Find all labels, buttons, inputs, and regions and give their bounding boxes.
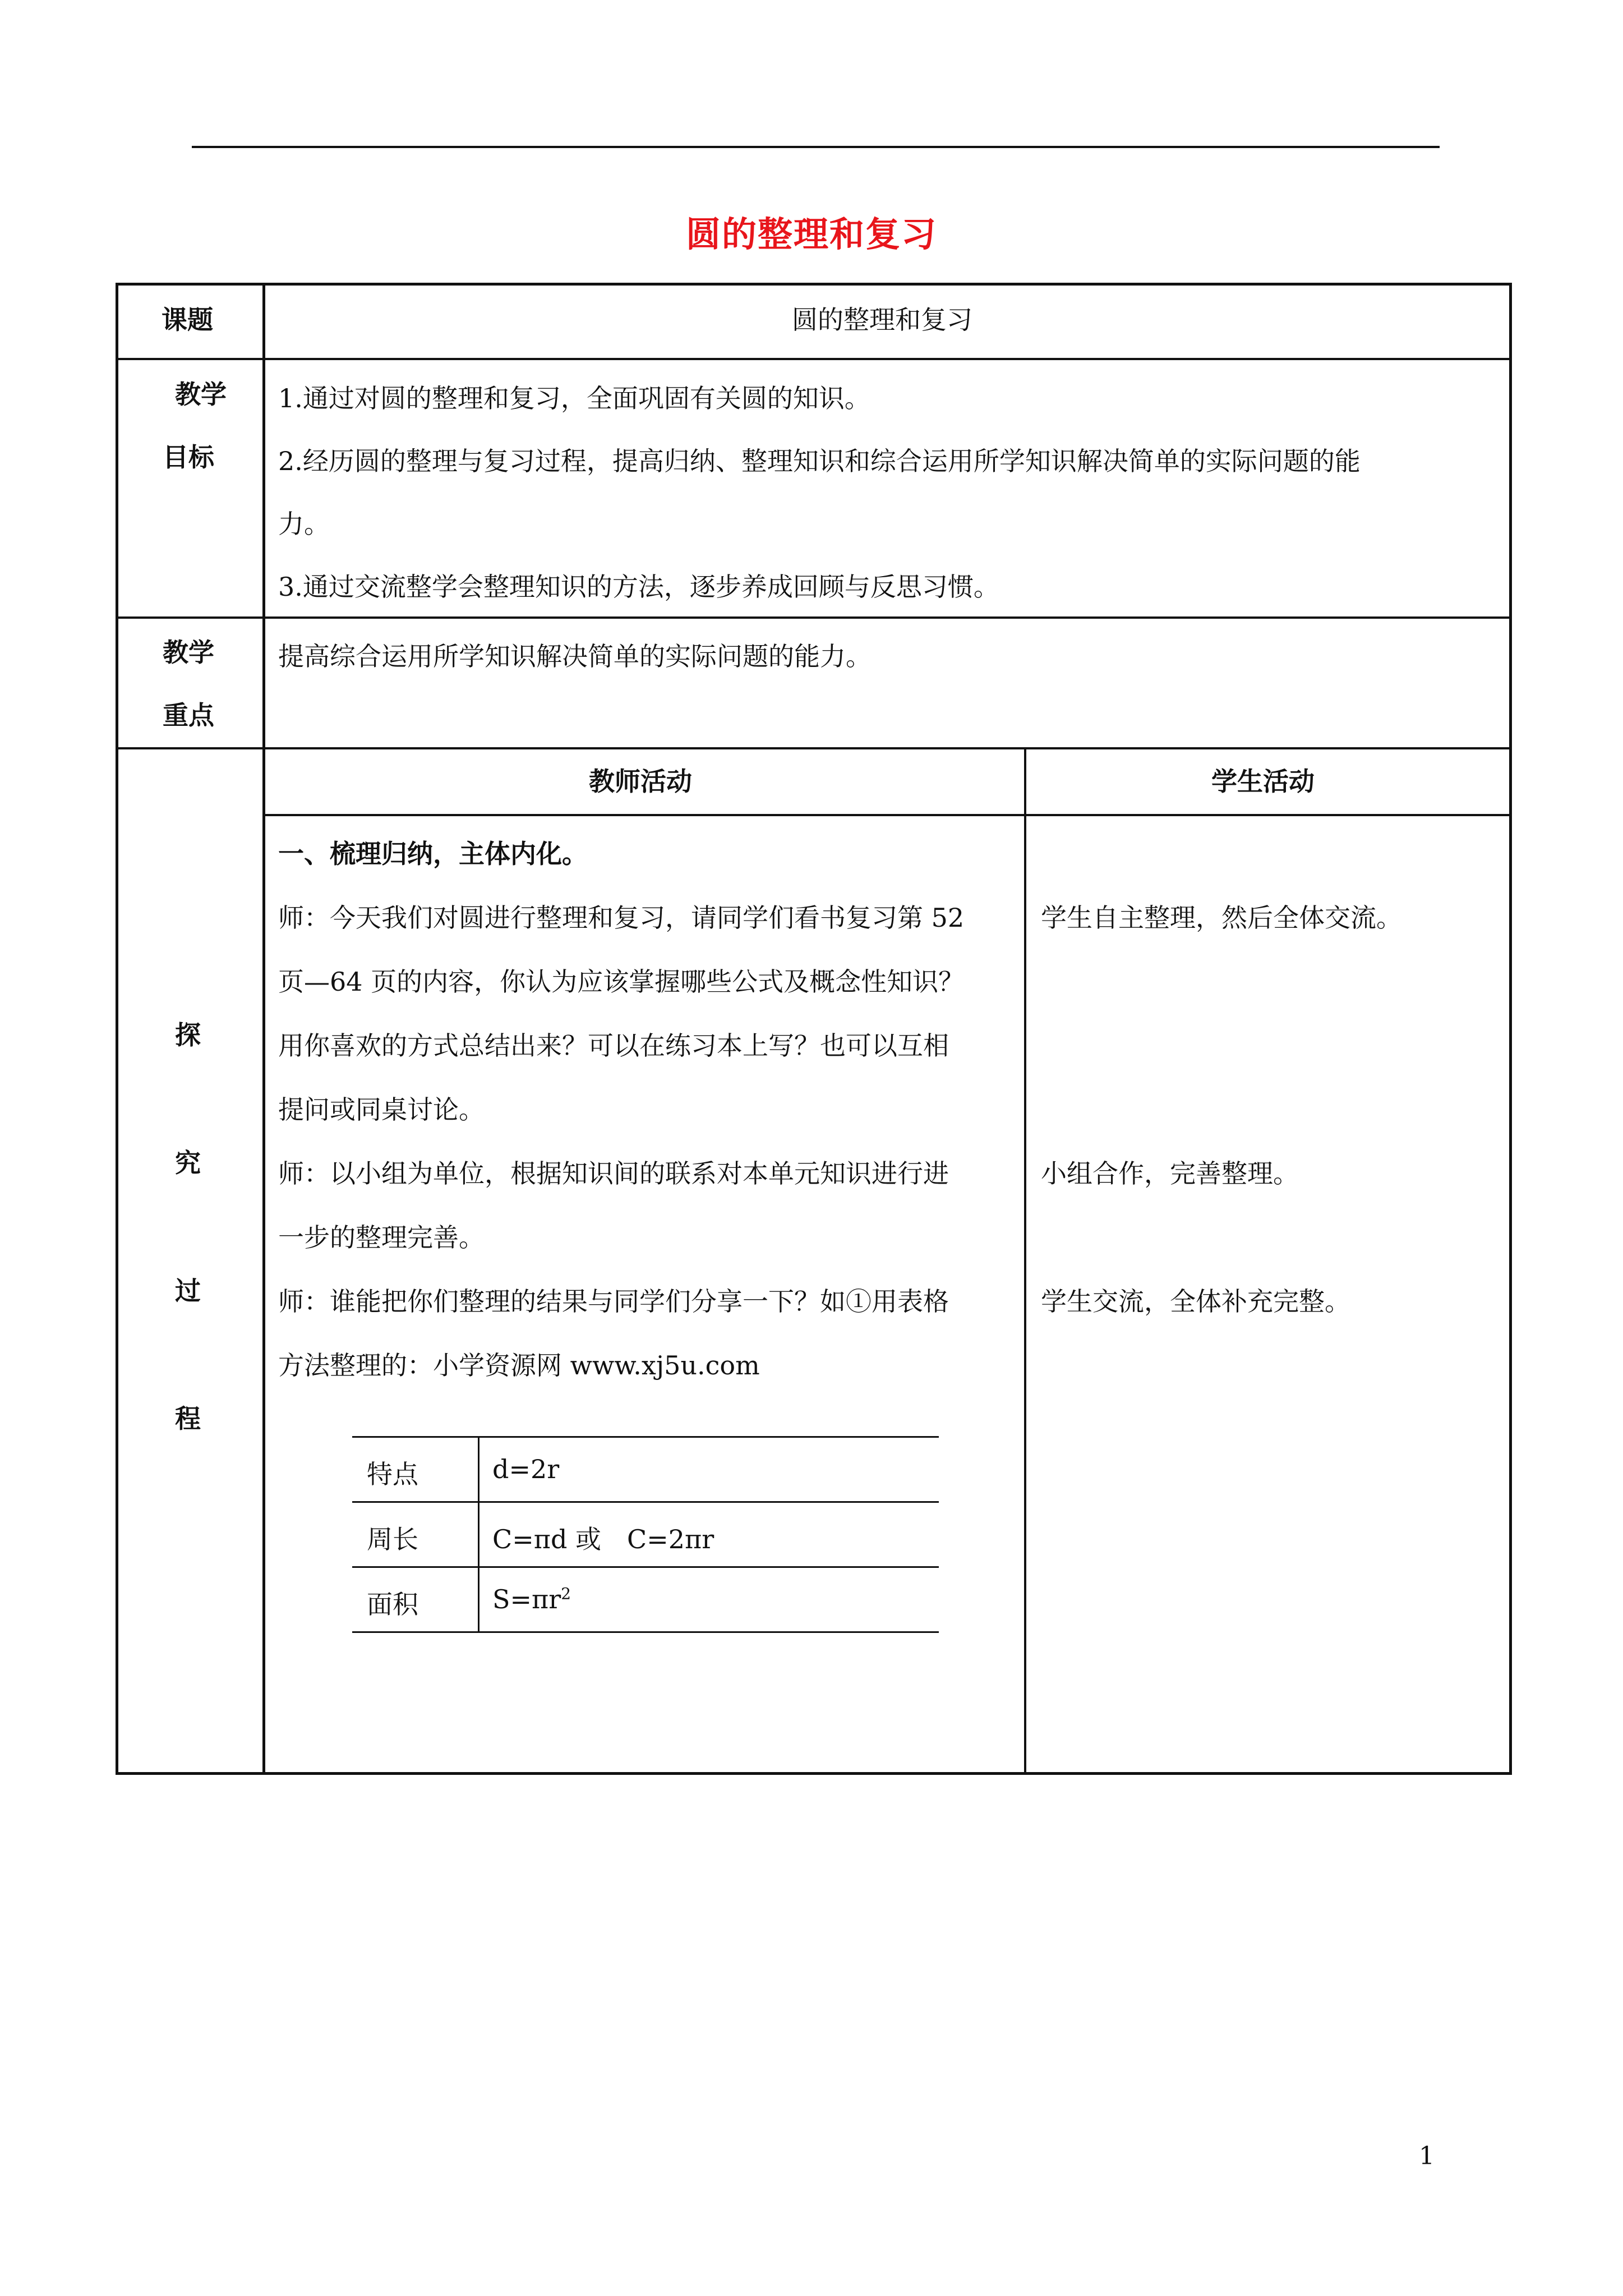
page-number: 1 [1419, 2142, 1435, 2170]
teacher-line-3: 用你喜欢的方式总结出来？可以在练习本上写？也可以互相 [278, 1030, 949, 1061]
row-divider-3 [116, 747, 1512, 749]
teacher-line-2: 页—64 页的内容，你认为应该掌握哪些公式及概念性知识？ [278, 967, 965, 997]
teacher-line-7: 师：谁能把你们整理的结果与同学们分享一下？如①用表格 [278, 1286, 949, 1317]
teacher-line-6: 一步的整理完善。 [278, 1222, 485, 1253]
row-divider-2 [116, 616, 1512, 619]
label-column-divider [262, 283, 265, 1775]
goal-item-2: 2.经历圆的整理与复习过程，提高归纳、整理知识和综合运用所学知识解决简单的实际问题的能 [278, 446, 1361, 476]
formula-row-3-name: 面积 [367, 1589, 418, 1619]
process-label-1: 探 [175, 1020, 201, 1050]
formula-row-2-name: 周长 [367, 1524, 418, 1554]
student-line-2: 小组合作，完善整理。 [1041, 1158, 1299, 1189]
focus-text: 提高综合运用所学知识解决简单的实际问题的能力。 [278, 641, 872, 671]
goal-item-3: 3.通过交流整学会整理知识的方法，逐步养成回顾与反思习惯。 [278, 572, 999, 602]
formula-row-1-name: 特点 [367, 1459, 418, 1489]
document-title: 圆的整理和复习 [685, 214, 937, 255]
goals-label-line-2: 目标 [163, 442, 214, 472]
formula-row-1-value: d=2r [492, 1454, 560, 1484]
formula-row-3-value: $S=\pi r^2$ [492, 1584, 571, 1614]
goal-item-1: 1.通过对圆的整理和复习，全面巩固有关圆的知识。 [278, 383, 870, 413]
formula-table-top-rule [352, 1436, 939, 1438]
student-activity-header: 学生活动 [1211, 766, 1315, 797]
topic-label: 课题 [162, 305, 213, 335]
activity-column-divider [1024, 748, 1026, 1775]
teacher-section-heading: 一、梳理归纳，主体内化。 [278, 839, 588, 869]
formula-table-rule-2 [352, 1566, 939, 1568]
process-label-4: 程 [175, 1404, 201, 1434]
goals-label-line-1: 教学 [175, 379, 227, 409]
teacher-line-8: 方法整理的：小学资源网 www.xj5u.com [278, 1350, 760, 1381]
teacher-line-1: 师：今天我们对圆进行整理和复习，请同学们看书复习第 52 [278, 903, 965, 933]
teacher-activity-header: 教师活动 [589, 766, 692, 797]
goal-item-2-continued: 力。 [278, 509, 330, 539]
teacher-line-4: 提问或同桌讨论。 [278, 1094, 485, 1125]
formula-table-rule-1 [352, 1501, 939, 1503]
student-line-3: 学生交流，全体补充完整。 [1041, 1286, 1350, 1317]
formula-table-column-divider [478, 1436, 479, 1633]
formula-row-2-value: C=πd 或 C=2πr [492, 1524, 714, 1554]
process-label-2: 究 [175, 1148, 201, 1178]
header-rule [192, 146, 1440, 148]
topic-value: 圆的整理和复习 [792, 305, 972, 335]
student-line-1: 学生自主整理，然后全体交流。 [1041, 903, 1402, 933]
teacher-line-5: 师：以小组为单位，根据知识间的联系对本单元知识进行进 [278, 1158, 949, 1189]
activity-header-divider [264, 814, 1512, 816]
focus-label-line-2: 重点 [163, 700, 214, 730]
row-divider-1 [116, 358, 1512, 360]
focus-label-line-1: 教学 [163, 637, 214, 668]
formula-table-bottom-rule [352, 1631, 939, 1633]
process-label-3: 过 [175, 1276, 201, 1306]
